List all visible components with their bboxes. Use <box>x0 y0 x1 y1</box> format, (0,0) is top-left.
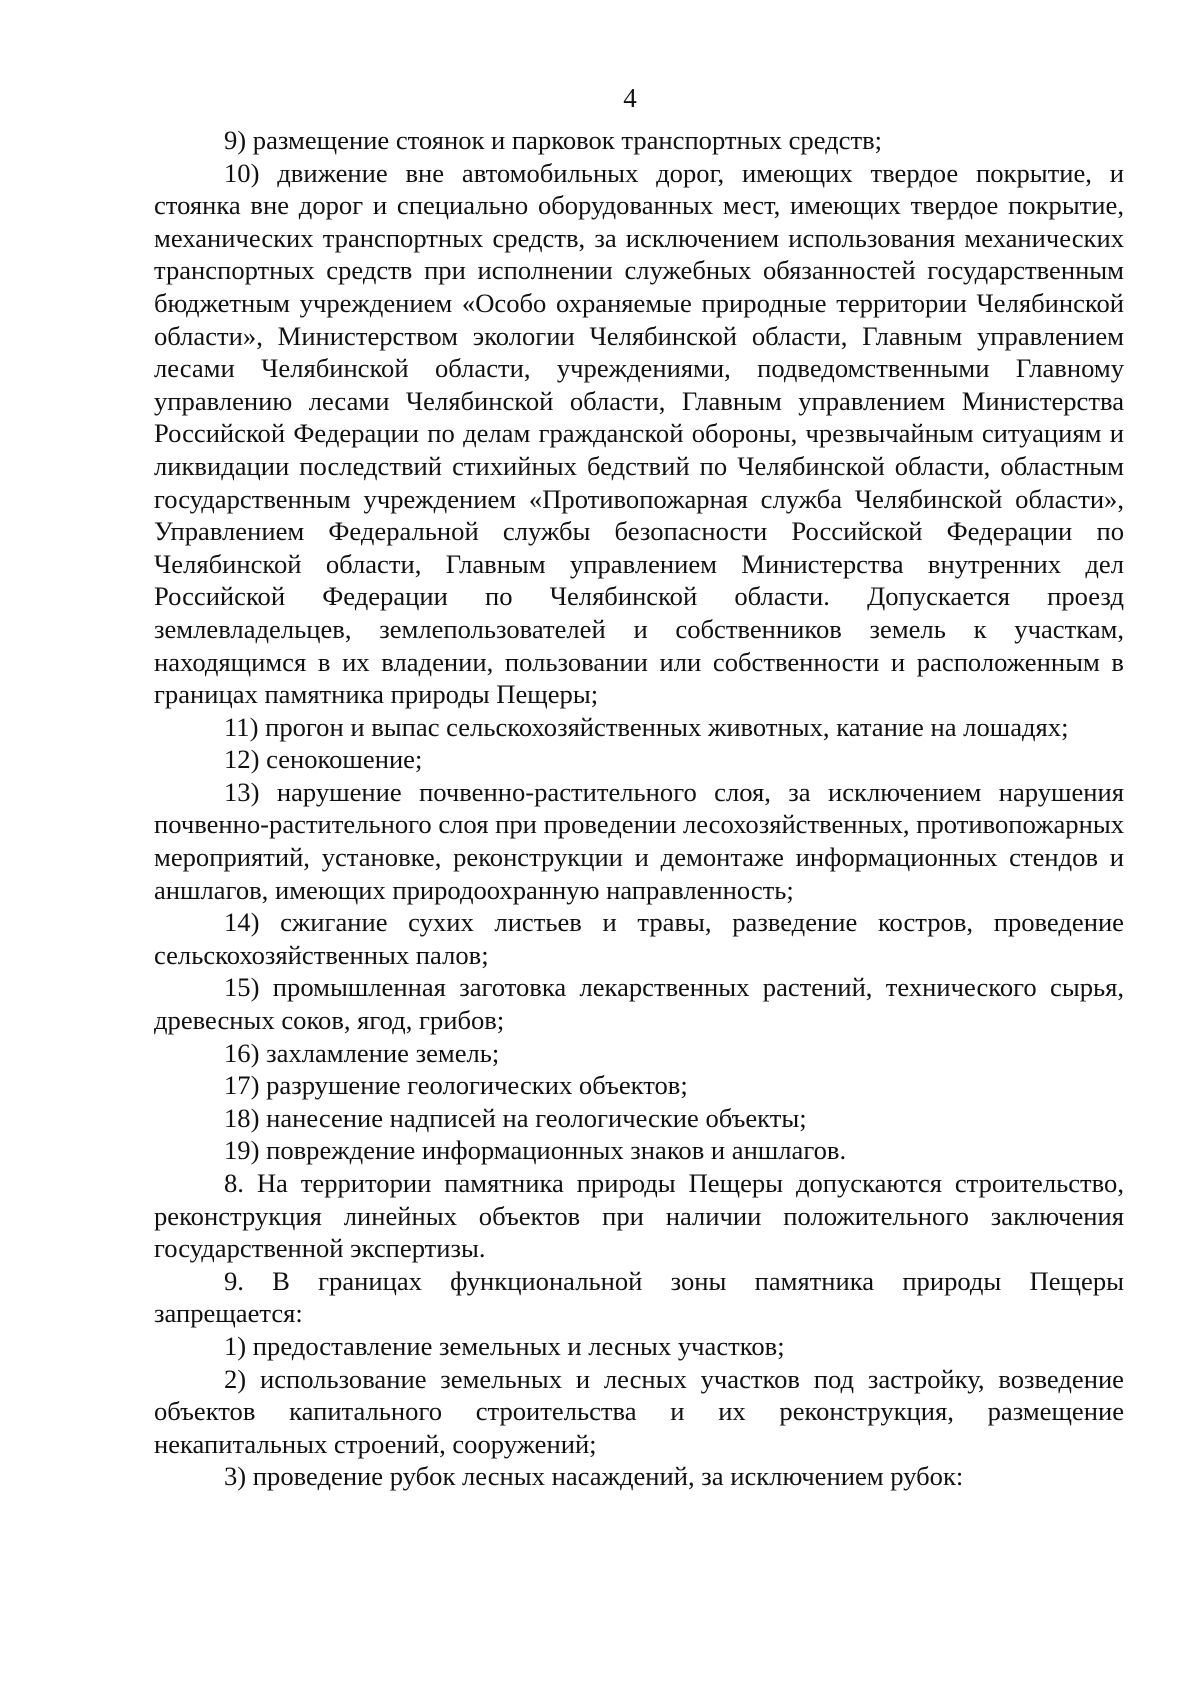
list-item-14: 14) сжигание сухих листьев и травы, разведение костров, проведение сельскохозяйственных палов; <box>154 907 1124 970</box>
list-item-11: 11) прогон и выпас сельскохозяйственных животных, катание на лошадях; <box>224 711 1069 742</box>
document-body <box>154 124 1124 1493</box>
clause-9-item-3: 3) проведение рубок лесных насаждений, за исключением рубок: <box>224 1461 964 1492</box>
list-item-18: 18) нанесение надписей на геологические объекты; <box>224 1102 807 1133</box>
clause-9: 9. В границах функциональной зоны памятника природы Пещеры запрещается: <box>154 1265 1124 1329</box>
list-item-17: 17) разрушение геологических объектов; <box>224 1070 688 1101</box>
list-item-13: 13) нарушение почвенно-растительного слоя, за исключением нарушения почвенно-растительного слоя при проведении лесохозяйственных, противопожарных мероприятий, установке, реконструкции и демонтаже информационных стендов и аншлагов, имеющих природоохранную направленность; <box>154 776 1124 905</box>
list-item-12: 12) сенокошение; <box>224 744 423 775</box>
list-item-19: 19) повреждение информационных знаков и аншлагов. <box>224 1135 847 1166</box>
list-item-16: 16) захламление земель; <box>224 1037 500 1068</box>
list-item-9: 9) размещение стоянок и парковок транспортных средств; <box>224 125 883 155</box>
list-item-10: 10) движение вне автомобильных дорог, имеющих твердое покрытие, и стоянка вне дорог и специально оборудованных мест, имеющих твердое покрытие, механических транспортных средств, за исключением использования механических транспортных средств при исполнении служебных обязанностей государственным бюджетным учреждением «Особо охраняемые природные территории Челябинской области», Министерством экологии Челябинской области, Главным управлением лесами Челябинской области, учреждениями, подведомственными Главному управлению лесами Челябинской области, Главным управлением Министерства Российской Федерации по делам гражданской обороны, чрезвычайным ситуациям и ликвидации последствий стихийных бедствий по Челябинской области, областным государственным учреждением «Противопожарная служба Челябинской области», Управлением Федеральной службы безопасности Российской Федерации по Челябинской области, Главным управлением Министерства внутренних дел Российской Федерации по Челябинской области. Допускается проезд землевладельцев, землепользователей и собственников земель к участкам, находящимся в их владении, пользовании или собственности и расположенным в границах памятника природы Пещеры; <box>154 157 1124 710</box>
clause-9-item-1: 1) предоставление земельных и лесных участков; <box>224 1330 785 1361</box>
clause-8: 8. На территории памятника природы Пещеры допускаются строительство, реконструкция линейных объектов при наличии положительного заключения государственной экспертизы. <box>154 1168 1124 1264</box>
page-number: 4 <box>623 83 637 113</box>
clause-9-item-2: 2) использование земельных и лесных участков под застройку, возведение объектов капитального строительства и их реконструкция, размещение некапитальных строений, сооружений; <box>154 1363 1124 1459</box>
list-item-15: 15) промышленная заготовка лекарственных растений, технического сырья, древесных соков, ягод, грибов; <box>154 972 1124 1036</box>
